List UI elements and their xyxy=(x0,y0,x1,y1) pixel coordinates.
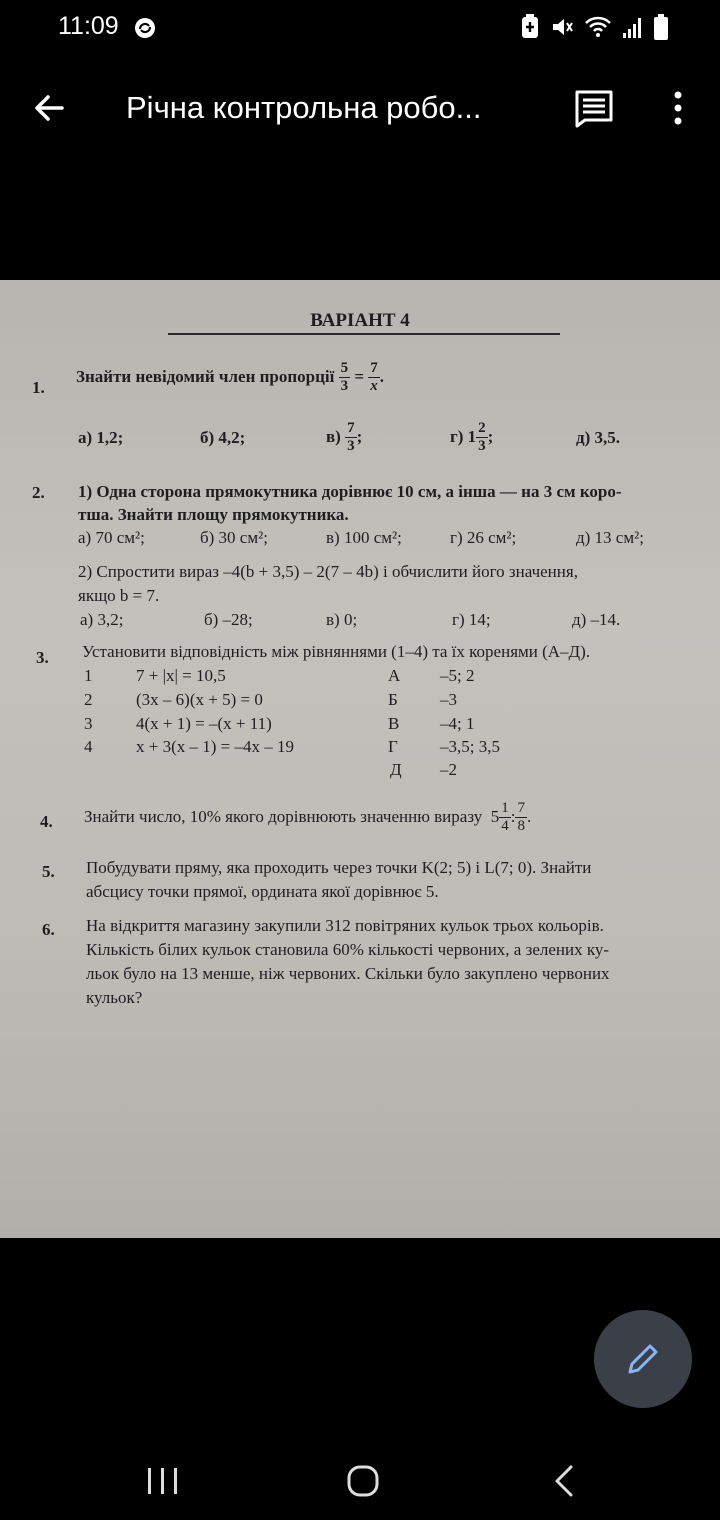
q4-text-label: Знайти число, 10% якого дорівнюють значенню виразу xyxy=(84,807,483,826)
signal-icon xyxy=(622,15,644,39)
q3-eq-3-num: 3 xyxy=(84,714,93,733)
sync-icon xyxy=(134,17,156,39)
q3-eq-1: 7 + |x| = 10,5 xyxy=(136,666,226,685)
q3-root-c: –4; 1 xyxy=(440,714,475,733)
q5-number: 5. xyxy=(42,862,55,881)
q6-line2: Кількість білих кульок становила 60% кількості червоних, а зелених ку- xyxy=(86,940,610,959)
app-bar xyxy=(0,64,720,154)
q2-number: 2. xyxy=(32,483,45,502)
q2-part2-option-c: в) 0; xyxy=(326,610,358,629)
q2-part1-option-a: а) 70 см²; xyxy=(78,528,145,547)
status-time: 11:09 xyxy=(58,12,119,40)
q2-part1-option-e: д) 13 см²; xyxy=(576,528,644,547)
document-page xyxy=(0,280,720,1238)
q4-number: 4. xyxy=(40,812,53,831)
q2-part1-option-d: г) 26 см²; xyxy=(450,528,517,547)
q3-root-b-letter: Б xyxy=(388,690,398,709)
q1-fraction-2: $\frac{7}{x}$ xyxy=(370,359,378,394)
q3-number: 3. xyxy=(36,648,49,667)
q6-line3: льок було на 13 менше, ніж червоних. Скільки було закуплено червоних xyxy=(86,964,610,983)
q2-part1-option-c: в) 100 см²; xyxy=(326,528,402,547)
pencil-icon xyxy=(624,1340,662,1378)
q3-text: Установити відповідність між рівняннями (1–4) та їх коренями (А–Д). xyxy=(82,642,591,661)
q6-line1: На відкриття магазину закупили 312 повітряних кульок трьох кольорів. xyxy=(86,916,604,935)
home-icon[interactable] xyxy=(346,1464,380,1498)
q2-part2-option-e: д) –14. xyxy=(572,610,621,629)
wifi-icon xyxy=(584,15,612,39)
edit-fab[interactable] xyxy=(594,1310,692,1408)
status-bar xyxy=(0,0,720,56)
q1-text-label: Знайти невідомий член пропорції xyxy=(76,367,335,386)
q3-root-d: –3,5; 3,5 xyxy=(440,737,500,756)
title-underline xyxy=(168,333,560,335)
q2-part2-option-a: а) 3,2; xyxy=(80,610,124,629)
q1-number: 1. xyxy=(32,378,45,397)
q3-eq-2-num: 2 xyxy=(84,690,93,709)
q3-eq-1-num: 1 xyxy=(84,666,93,685)
q3-eq-2: (3x – 6)(x + 5) = 0 xyxy=(136,690,263,709)
more-options-icon[interactable] xyxy=(656,86,700,130)
q6-line4: кульок? xyxy=(86,988,143,1007)
q2-part1-option-b: б) 30 см²; xyxy=(200,528,268,547)
q1-text: Знайти невідомий член пропорції $\frac{5}{3}$ = $\frac{7}{x}$ . xyxy=(76,359,385,394)
variant-title: ВАРІАНТ 4 xyxy=(310,310,410,331)
recent-apps-icon[interactable] xyxy=(146,1466,180,1496)
mute-icon xyxy=(550,15,574,39)
q1-option-b: б) 4,2; xyxy=(200,428,246,447)
q6-number: 6. xyxy=(42,920,55,939)
q3-root-e-letter: Д xyxy=(390,760,402,779)
q3-eq-4-num: 4 xyxy=(84,737,93,756)
q3-root-d-letter: Г xyxy=(388,737,398,756)
q2-part2-line2: якщо b = 7. xyxy=(78,586,160,605)
q5-line2: абсцису точки прямої, ордината якої дорівнює 5. xyxy=(86,882,439,901)
q2-part2-option-d: г) 14; xyxy=(452,610,491,629)
battery-icon xyxy=(654,14,668,40)
q4-text: Знайти число, 10% якого дорівнюють значенню виразу 5 $\frac{1}{4}$ : $\frac{7}{8}$ . xyxy=(84,799,532,834)
q2-part1-line1: 1) Одна сторона прямокутника дорівнює 10 см, а інша — на 3 см коро- xyxy=(78,482,622,501)
battery-saver-icon xyxy=(520,14,540,40)
q3-root-a-letter: А xyxy=(388,666,401,685)
q3-root-c-letter: В xyxy=(388,714,400,733)
q1-option-c: в) $\frac{7}{3}$ ; xyxy=(326,419,363,454)
q2-part2-line1: 2) Спростити вираз –4(b + 3,5) – 2(7 – 4b) і обчислити його значення, xyxy=(78,562,578,581)
q3-root-a: –5; 2 xyxy=(440,666,475,685)
q2-part2-option-b: б) –28; xyxy=(204,610,253,629)
navigation-bar xyxy=(0,1440,720,1520)
q1-fraction-1: $\frac{5}{3}$ xyxy=(340,359,349,394)
q3-root-e: –2 xyxy=(440,760,457,779)
back-arrow-icon[interactable] xyxy=(28,86,72,130)
q5-line1: Побудувати пряму, яка проходить через точки K(2; 5) і L(7; 0). Знайти xyxy=(86,858,592,877)
document-title: Річна контрольна робо... xyxy=(126,90,482,125)
q3-eq-3: 4(x + 1) = –(x + 11) xyxy=(136,714,272,733)
notes-icon[interactable] xyxy=(572,86,616,130)
q1-option-a: а) 1,2; xyxy=(78,428,124,447)
nav-back-icon[interactable] xyxy=(552,1464,576,1498)
q2-part1-line2: тша. Знайти площу прямокутника. xyxy=(78,505,349,524)
q3-root-b: –3 xyxy=(440,690,457,709)
q3-eq-4: x + 3(x – 1) = –4x – 19 xyxy=(136,737,294,756)
q1-option-d: г) 1 $\frac{2}{3}$ ; xyxy=(450,419,494,454)
q1-option-e: д) 3,5. xyxy=(576,428,621,447)
